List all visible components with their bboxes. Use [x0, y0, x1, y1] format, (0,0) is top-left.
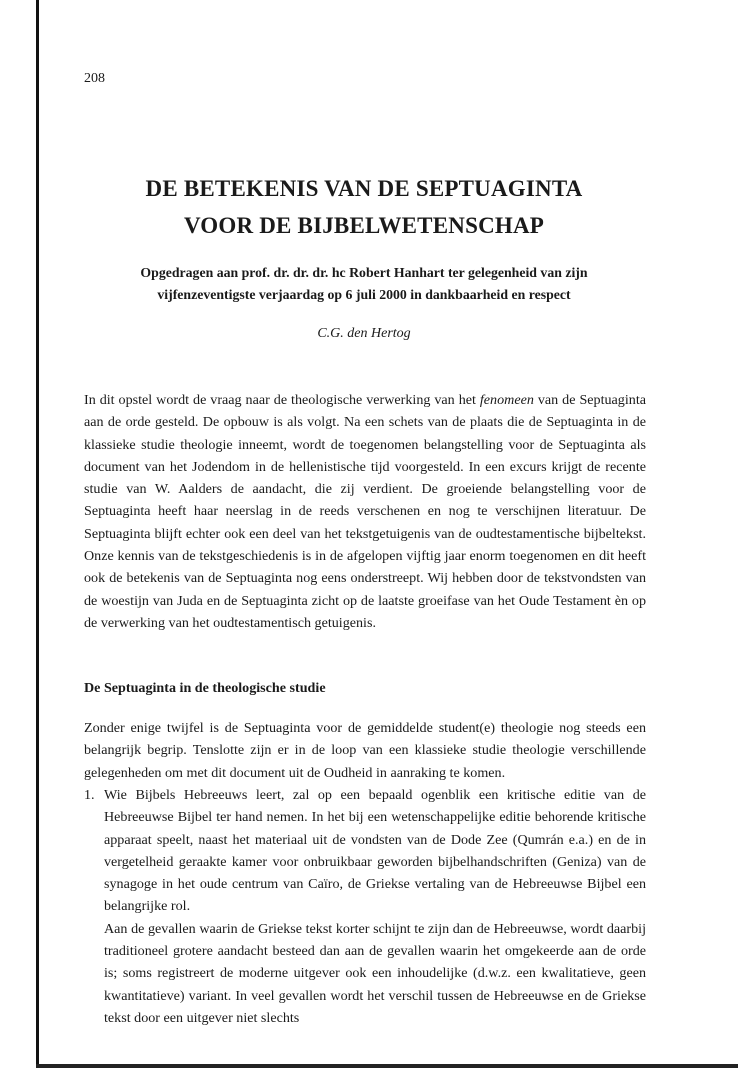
scan-left-edge — [36, 0, 39, 1068]
author-name: C.G. den Hertog — [317, 326, 411, 341]
section-intro-paragraph: Zonder enige twijfel is de Septuaginta voor de gemiddelde student(e) theologie nog steeds een belangrijk begrip. Tenslotte zijn er in de loop van een klassieke studie theologie verschillende gelegenheden om met dit document uit de Oudheid in aanraking te komen. — [84, 720, 646, 781]
abstract-text-rest: van de Septuaginta aan de orde gesteld. De opbouw is als volgt. Na een schets van de plaats die de Septuaginta in de klassieke studie theologie inneemt, wordt de toegenomen belangstelling voor de Septuaginta als document van het Jodendom in de hellenistische tijd voorgesteld. In een excurs krijgt de recente studie van W. Aalders de aandacht, die zij verdient. De groeiende belangstelling voor de Septuaginta heeft haar neerslag in de reeds verschenen en nog te verschijnen literatuur. De Septuaginta blijft echter ook een deel van het tekstgetuigenis van de oudtestamentische bijbeltekst. Onze kennis van de tekstgeschiedenis is in de afgelopen vijftig jaar enorm toegenomen en dit heeft ook de betekenis van de Septuaginta nog eens onderstreept. Wij hebben door de tekstvondsten van de woestijn van Juda en de Septuaginta zicht op de laatste groeifase van het Oude Testament èn op de verwerking van het oudtestamentisch getuigenis. — [84, 392, 646, 631]
title-line-1: DE BETEKENIS VAN DE SEPTUAGINTA — [145, 176, 583, 201]
scan-bottom-edge — [36, 1064, 738, 1068]
list-item-number: 1. — [84, 787, 95, 803]
page-number: 208 — [84, 71, 105, 86]
section-heading: De Septuaginta in de theologische studie — [84, 680, 326, 696]
list-item-paragraph-1: Wie Bijbels Hebreeuws leert, zal op een bepaald ogenblik een kritische editie van de Hebreeuwse Bijbel ter hand nemen. In het bij een wetenschappelijke editie behorende kritische apparaat speelt, naast het materiaal uit de vondsten van de Dode Zee (Qumrán e.a.) en de in vergetelheid geraakte kamer voor onbruikbaar geworden bijbelhandschriften (Geniza) van de synagoge in het oude centrum van Caïro, de Griekse vertaling van de Hebreeuwse Bijbel een belangrijke rol. — [104, 787, 646, 915]
dedication — [84, 262, 644, 306]
list-item-body — [104, 784, 646, 1029]
abstract-emphasis: fenomeen — [479, 392, 534, 408]
abstract-paragraph — [84, 389, 646, 634]
title-line-2: VOOR DE BIJBELWETENSCHAP — [183, 213, 545, 238]
numbered-list-item — [84, 784, 646, 1029]
article-title — [84, 170, 644, 244]
dedication-line-2: vijfenzeventigste verjaardag op 6 juli 2000 in dankbaarheid en respect — [157, 287, 571, 302]
list-item-paragraph-2: Aan de gevallen waarin de Griekse tekst korter schijnt te zijn dan de Hebreeuwse, wordt daarbij traditioneel grotere aandacht besteed dan aan de gevallen waarin het omgekeerde aan de orde is; soms registreert de moderne uitgever ook een inhoudelijke (d.w.z. een kwalitatieve, geen kwantitatieve) variant. In veel gevallen wordt het verschil tussen de Hebreeuwse en de Griekse tekst door een uitgever niet slechts — [104, 920, 646, 1026]
dedication-line-1: Opgedragen aan prof. dr. dr. dr. hc Robert Hanhart ter gelegenheid van zijn — [140, 265, 588, 280]
abstract-text-start: In dit opstel wordt de vraag naar de theologische verwerking van het — [84, 392, 480, 408]
